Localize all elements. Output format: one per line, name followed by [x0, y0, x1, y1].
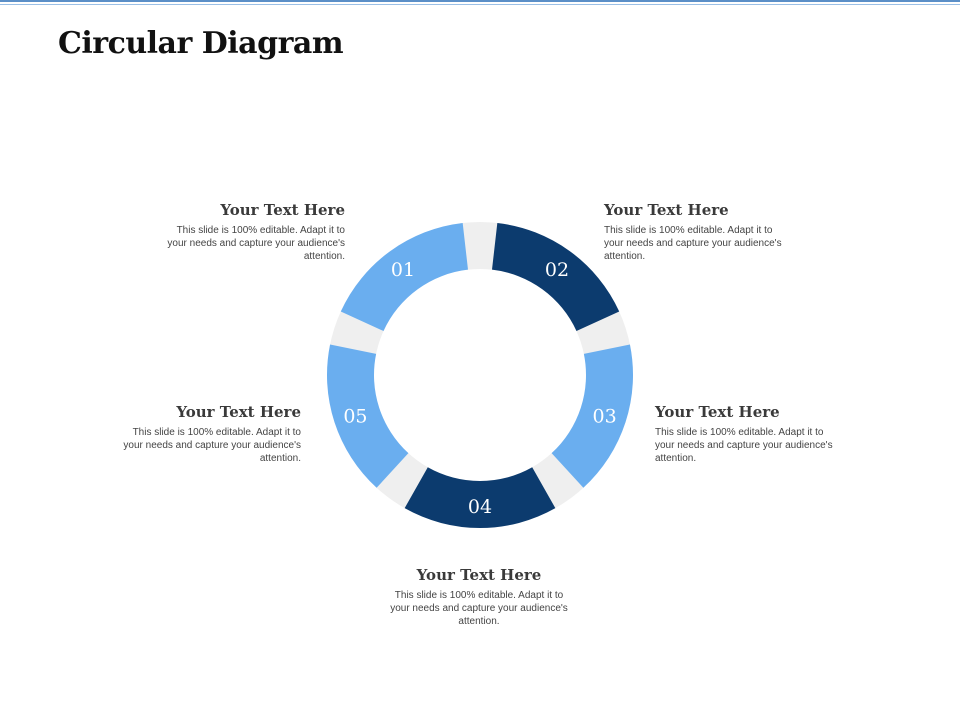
callout-05-body: This slide is 100% editable. Adapt it to your needs and capture your audience's attention.: [123, 427, 301, 464]
callout-01-heading: Your Text Here: [220, 201, 345, 219]
segment-number-05: 05: [343, 405, 368, 428]
callout-04-heading: Your Text Here: [416, 566, 542, 584]
ring-segment-05: [327, 345, 408, 488]
segment-number-04: 04: [467, 496, 493, 518]
callout-02-heading: Your Text Here: [604, 201, 729, 219]
callout-01: [155, 201, 345, 263]
callout-03-heading: Your Text Here: [655, 403, 780, 421]
callout-03-body: This slide is 100% editable. Adapt it to your needs and capture your audience's attention.: [655, 427, 833, 464]
callout-02: [604, 201, 794, 263]
callout-02-body: This slide is 100% editable. Adapt it to your needs and capture your audience's attention.: [604, 225, 782, 262]
segment-number-01: 01: [390, 259, 416, 282]
callout-04: [384, 566, 574, 628]
segment-number-03: 03: [592, 405, 617, 428]
slide-title: Circular Diagram: [58, 26, 344, 61]
callout-03: [655, 403, 845, 465]
callout-04-body: This slide is 100% editable. Adapt it to your needs and capture your audience's attention.: [390, 590, 568, 627]
segment-number-02: 02: [544, 259, 570, 282]
callout-05-heading: Your Text Here: [176, 403, 301, 421]
callout-05: [111, 403, 301, 465]
callout-01-body: This slide is 100% editable. Adapt it to your needs and capture your audience's attention.: [167, 225, 345, 262]
